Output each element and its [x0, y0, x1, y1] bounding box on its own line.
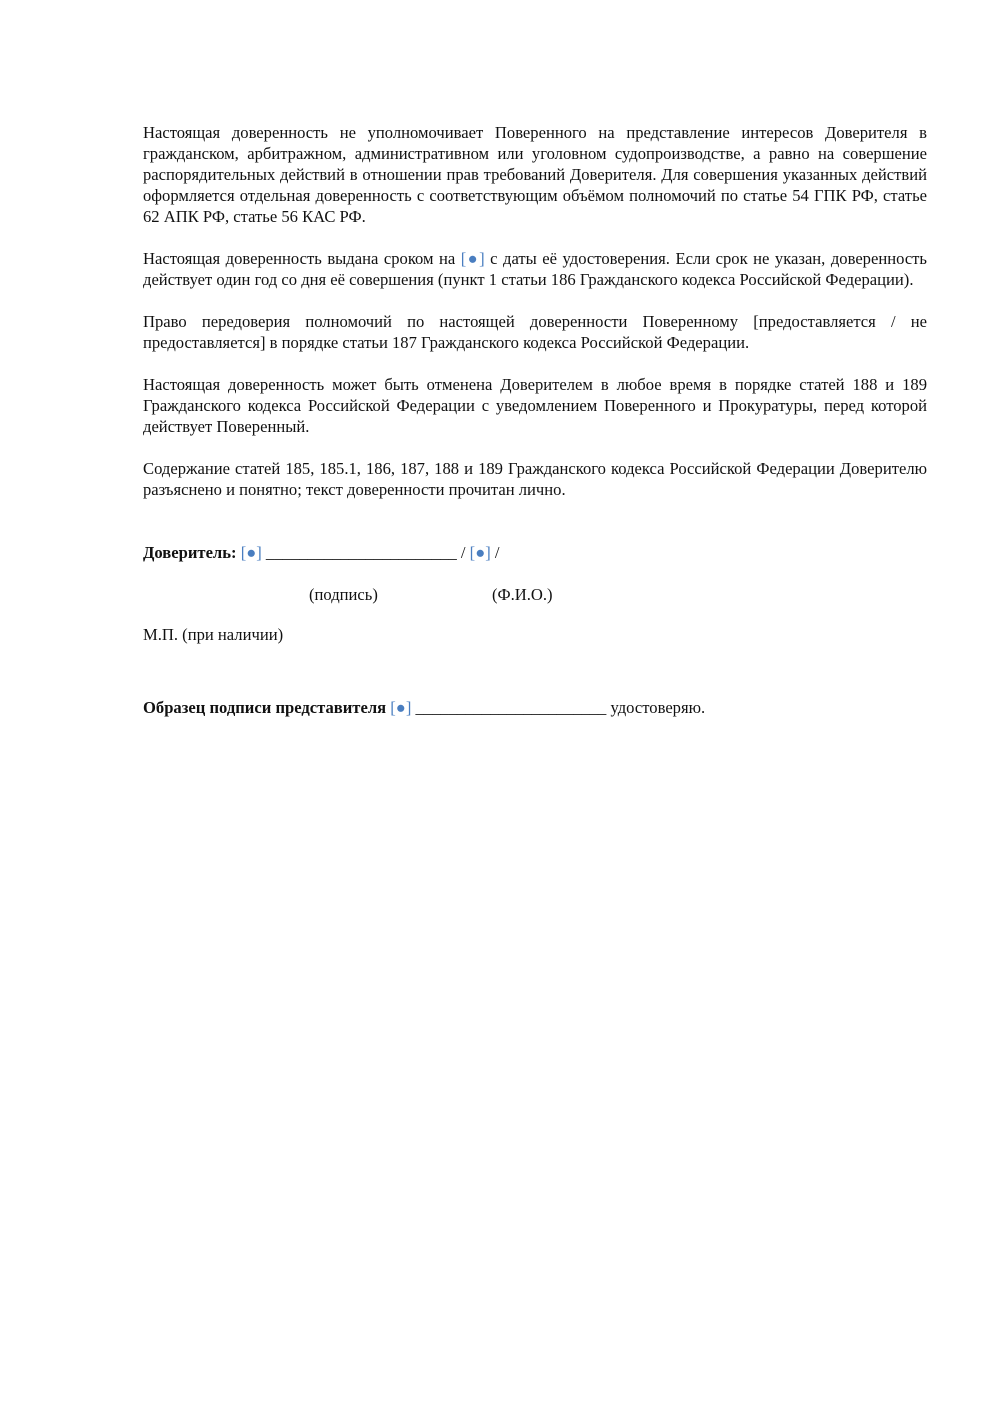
- paragraph-1: [143, 122, 927, 227]
- caption-signature: (подпись): [309, 585, 378, 604]
- paragraph-text: Настоящая доверенность выдана сроком на: [143, 249, 461, 268]
- representative-placeholder: [●]: [390, 698, 412, 717]
- caption-full-name: (Ф.И.О.): [492, 585, 553, 604]
- representative-signature-underline: _______________________: [411, 698, 611, 717]
- document-body: [143, 122, 927, 735]
- paragraph-3: [143, 311, 927, 353]
- paragraph-4: [143, 374, 927, 437]
- representative-sample-line: [143, 697, 927, 718]
- paragraph-text: Право передоверия полномочий по настоящей доверенности Поверенному [предоставляется / не предоставляется] в порядке статьи 187 Гражданского кодекса Российской Федерации.: [143, 312, 927, 352]
- representative-sample-label: Образец подписи представителя: [143, 698, 387, 717]
- paragraph-text: с даты её удостоверения. Если срок не указан, доверенность действует один год со дня её совершения (пункт 1 статьи 186 Гражданского кодекса Российской Федерации).: [143, 249, 928, 289]
- paragraph-5: [143, 458, 927, 500]
- paragraphs-container: [143, 122, 927, 500]
- signature-captions: [143, 584, 927, 605]
- principal-signature-line: [143, 542, 927, 563]
- principal-placeholder: [●]: [240, 543, 262, 562]
- paragraph-text: Настоящая доверенность не уполномочивает Поверенного на представление интересов Доверителя в гражданском, арбитражном, административном или уголовном судопроизводстве, а равно на совершение распорядительных действий в отношении прав требований Доверителя. Для совершения указанных действий оформляется отдельная доверенность с соответствующим объёмом полномочий по статье 54 ГПК РФ, статье 62 АПК РФ, статье 56 КАС РФ.: [143, 123, 927, 226]
- principal-signature-underline: _______________________ /: [261, 543, 470, 562]
- stamp-note: М.П. (при наличии): [143, 625, 284, 644]
- paragraph-2: [143, 248, 927, 290]
- paragraph-text: Настоящая доверенность может быть отменена Доверителем в любое время в порядке статей 188 и 189 Гражданского кодекса Российской Федерации с уведомлением Поверенного и Прокуратуры, перед которой действует Поверенный.: [143, 375, 927, 436]
- principal-closing-slash: /: [490, 543, 500, 562]
- principal-signature-block: [143, 542, 927, 645]
- principal-label: Доверитель:: [143, 543, 237, 562]
- term-placeholder: [●]: [460, 249, 485, 268]
- paragraph-text: Содержание статей 185, 185.1, 186, 187, 188 и 189 Гражданского кодекса Российской Федерации Доверителю разъяснено и понятно; текст доверенности прочитан лично.: [143, 459, 927, 499]
- representative-closing: удостоверяю.: [610, 698, 706, 717]
- principal-name-placeholder: [●]: [469, 543, 491, 562]
